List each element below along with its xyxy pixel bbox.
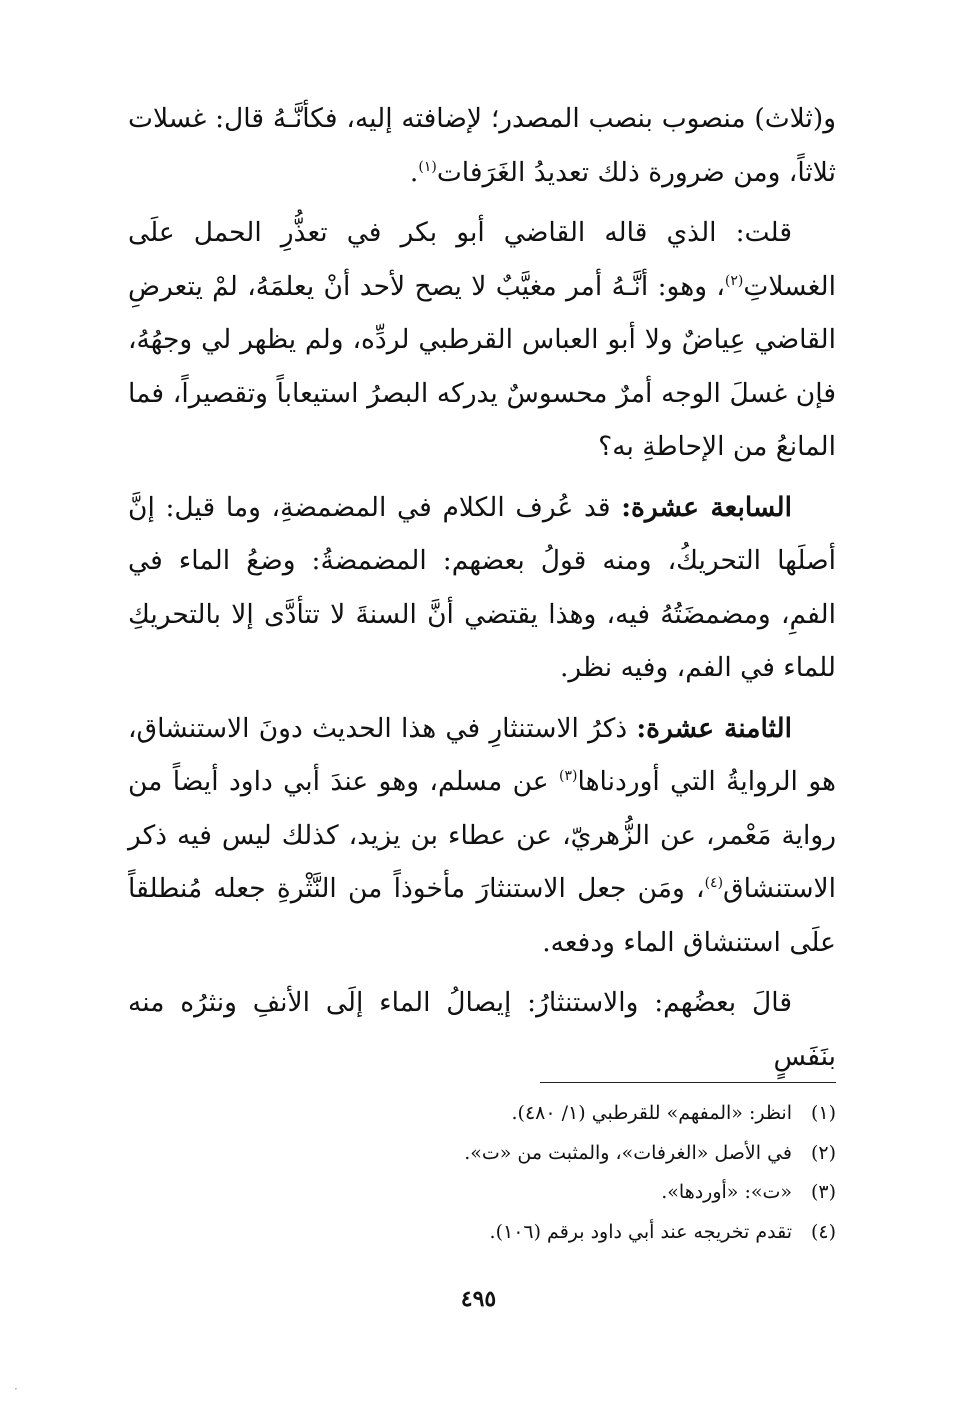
footnote-ref-1[interactable]: (١) (418, 158, 437, 175)
paragraph-3-text: قد عُرف الكلام في المضمضةِ، وما قيل: إنَّ أصلَها التحريكُ، ومنه قولُ بعضهم: المضمضةُ: وضعُ الماء في الفمِ، ومضمضَتُهُ فيه، وهذا يقتضي أنَّ السنةَ لا تتأدَّى إلا بالتحريكِ للماء في الفم، وفيه نظر. (128, 491, 836, 683)
page-number: ٤٩٥ (460, 1286, 497, 1312)
paragraph-4-text-c: ، ومَن جعل الاستنثارَ مأخوذاً من النَّثْرةِ جعله مُنطلقاً علَى استنشاق الماء ودفعه. (128, 873, 836, 958)
footnote-number: (٤) (810, 1220, 836, 1243)
footnote-text: «ت»: «أوردها». (661, 1181, 792, 1203)
paragraph-4 (128, 702, 836, 970)
section-heading-18: الثامنة عشرة: (636, 712, 792, 744)
footnote-ref-3[interactable]: (٣) (559, 768, 578, 785)
footnote-number: (١) (810, 1102, 836, 1124)
scan-mark-icon: · (14, 1382, 18, 1396)
paragraph-2-text-a: قلت: الذي قاله القاضي أبو بكر في تعذُّرِ الحمل علَى الغسلاتِ (128, 217, 836, 302)
paragraph-1-end: . (409, 156, 419, 188)
paragraph-5 (128, 976, 836, 1083)
paragraph-1 (128, 92, 836, 199)
footnote-text: تقدم تخريجه عند أبي داود برقم (١٠٦). (489, 1220, 792, 1243)
paragraph-4-text-a: ذكرُ الاستنثارِ في هذا الحديث دونَ الاستنشاق، هو الروايةُ التي أوردناها (128, 712, 836, 797)
paragraph-1-text: و(ثلاث) منصوب بنصب المصدر؛ لإضافته إليه، فكأنَّـهُ قال: غسلات ثلاثاً، ومن ضرورة ذلك تعديدُ الغَرَفات (128, 103, 836, 188)
section-heading-17: السابعة عشرة: (621, 491, 792, 523)
footnote-1 (128, 1094, 836, 1134)
footnote-text: انظر: «المفهم» للقرطبي (١/ ٤٨٠). (511, 1102, 792, 1124)
paragraph-2-text-b: ، وهو: أنَّـهُ أمر مغيَّبٌ لا يصح لأحد أنْ يعلمَهُ، لمْ يتعرضِ القاضي عِياضٌ ولا أبو العباس القرطبي لردِّه، ولم يظهر لي وجهُهُ، فإن غسلَ الوجه أمرٌ محسوسٌ يدركه البصرُ استيعاباً وتقصيراً، فما المانعُ من الإحاطةِ به؟ (128, 270, 836, 462)
footnote-3 (128, 1173, 836, 1213)
paragraph-3 (128, 481, 836, 695)
main-text (128, 92, 836, 1090)
paragraph-4-text-b: عن مسلم، وهو عندَ أبي داود أيضاً من رواية مَعْمر، عن الزُّهريّ، عن عطاء بن يزيد، كذلك ليس فيه ذكر الاستنشاق (128, 766, 836, 904)
footnote-2 (128, 1134, 836, 1174)
footnote-text: في الأصل «الغرفات»، والمثبت من «ت». (464, 1141, 792, 1164)
footnote-4 (128, 1213, 836, 1253)
footnote-ref-2[interactable]: (٢) (724, 272, 744, 289)
footnotes (128, 1094, 836, 1252)
paragraph-2 (128, 206, 836, 474)
paragraph-5-text: قالَ بعضُهم: والاستنثارُ: إيصالُ الماء إلَى الأنفِ ونثرُه منه بنَفَسٍ (128, 987, 836, 1072)
footnote-divider (540, 1082, 836, 1083)
footnote-ref-4[interactable]: (٤) (704, 875, 724, 892)
footnote-number: (٢) (810, 1141, 836, 1164)
footnote-number: (٣) (810, 1181, 836, 1203)
